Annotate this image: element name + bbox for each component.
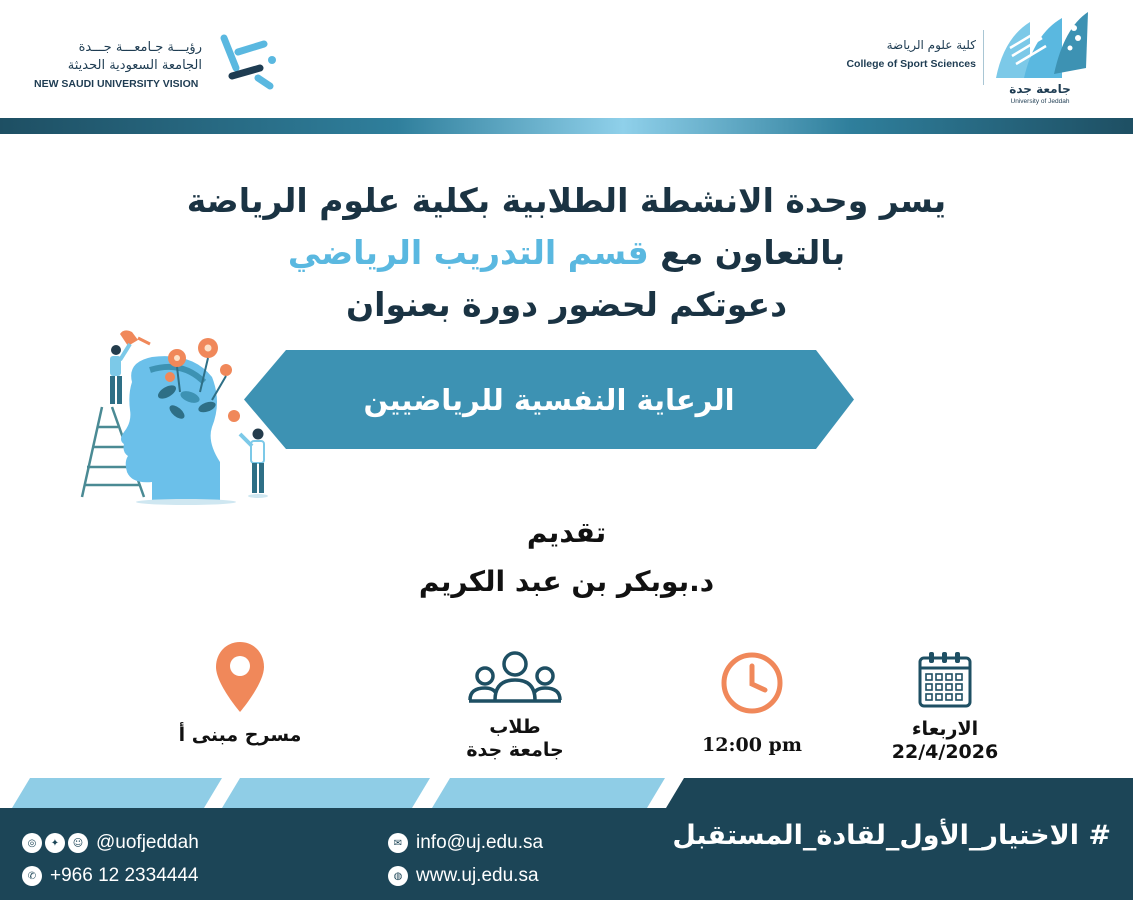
snapchat-icon[interactable]: ☺: [68, 833, 88, 853]
audience-line-1: طلاب: [489, 716, 541, 738]
people-group-icon: [467, 650, 563, 704]
phone-contact[interactable]: [22, 865, 198, 887]
vision-english: NEW SAUDI UNIVERSITY VISION: [34, 78, 199, 90]
email-contact[interactable]: [388, 832, 543, 854]
university-name-arabic: جامعة جدة: [1009, 82, 1071, 96]
title-line-2: [0, 227, 1133, 279]
footer-stripes: [0, 778, 1133, 808]
university-name-english: University of Jeddah: [1010, 98, 1070, 105]
website-contact[interactable]: [388, 865, 539, 887]
title-line-1: يسر وحدة الانشطة الطلابية بكلية علوم الرياضة: [186, 181, 947, 220]
website-url[interactable]: www.uj.edu.sa: [416, 865, 539, 886]
uj-emblem-icon: [990, 8, 1090, 83]
saudi-university-vision-logo: [30, 30, 280, 92]
university-of-jeddah-logo: [840, 8, 1100, 108]
audience-line-2: جامعة جدة: [466, 739, 564, 761]
time-text: 12:00 pm: [702, 734, 802, 756]
vision-arabic-line2: الجامعة السعودية الحديثة: [67, 58, 202, 73]
instagram-icon[interactable]: ◎: [22, 833, 42, 853]
globe-icon: ◍: [388, 866, 408, 886]
vision-arabic-line1: رؤيـــة جـامعـــة جـــدة: [78, 40, 202, 55]
social-handle[interactable]: @uofjeddah: [96, 832, 199, 853]
location-pin-icon: [214, 640, 266, 714]
footer-hashtag: # الاختيار_الأول_لقادة_المستقبل: [672, 820, 1111, 851]
title-line-2-prefix: بالتعاون مع: [660, 233, 846, 272]
location-text: مسرح مبنى أ: [178, 724, 302, 746]
twitter-icon[interactable]: ✦: [45, 833, 65, 853]
invitation-title: [0, 175, 1133, 331]
email-icon: ✉: [388, 833, 408, 853]
clock-icon: [719, 650, 785, 716]
college-name-arabic: كلية علوم الرياضة: [886, 38, 976, 52]
presenter-name: د.بوبكر بن عبد الكريم: [418, 565, 715, 598]
vision-mark-icon: [214, 30, 280, 92]
logo-divider: [983, 30, 984, 85]
date-info: [880, 650, 1010, 764]
title-line-3: دعوتكم لحضور دورة بعنوان: [345, 285, 788, 324]
college-name-english: College of Sport Sciences: [846, 58, 976, 70]
email-address[interactable]: info@uj.edu.sa: [416, 832, 544, 853]
phone-icon: ✆: [22, 866, 42, 886]
day-text: الاربعاء: [911, 718, 979, 740]
date-text: 22/4/2026: [891, 741, 999, 763]
audience-info: [440, 650, 590, 762]
social-contact[interactable]: [22, 832, 199, 854]
header-band: [0, 118, 1133, 134]
phone-number[interactable]: +966 12 2334444: [50, 865, 199, 886]
calendar-icon: [917, 650, 973, 710]
social-icons: [22, 833, 88, 853]
time-info: [690, 650, 814, 756]
presented-by-label: تقديم: [526, 516, 607, 549]
course-title-banner: [244, 350, 854, 449]
location-info: [160, 640, 320, 747]
department-name: قسم التدريب الرياضي: [287, 233, 649, 272]
header: [0, 0, 1133, 118]
course-title: الرعاية النفسية للرياضيين: [363, 382, 735, 417]
